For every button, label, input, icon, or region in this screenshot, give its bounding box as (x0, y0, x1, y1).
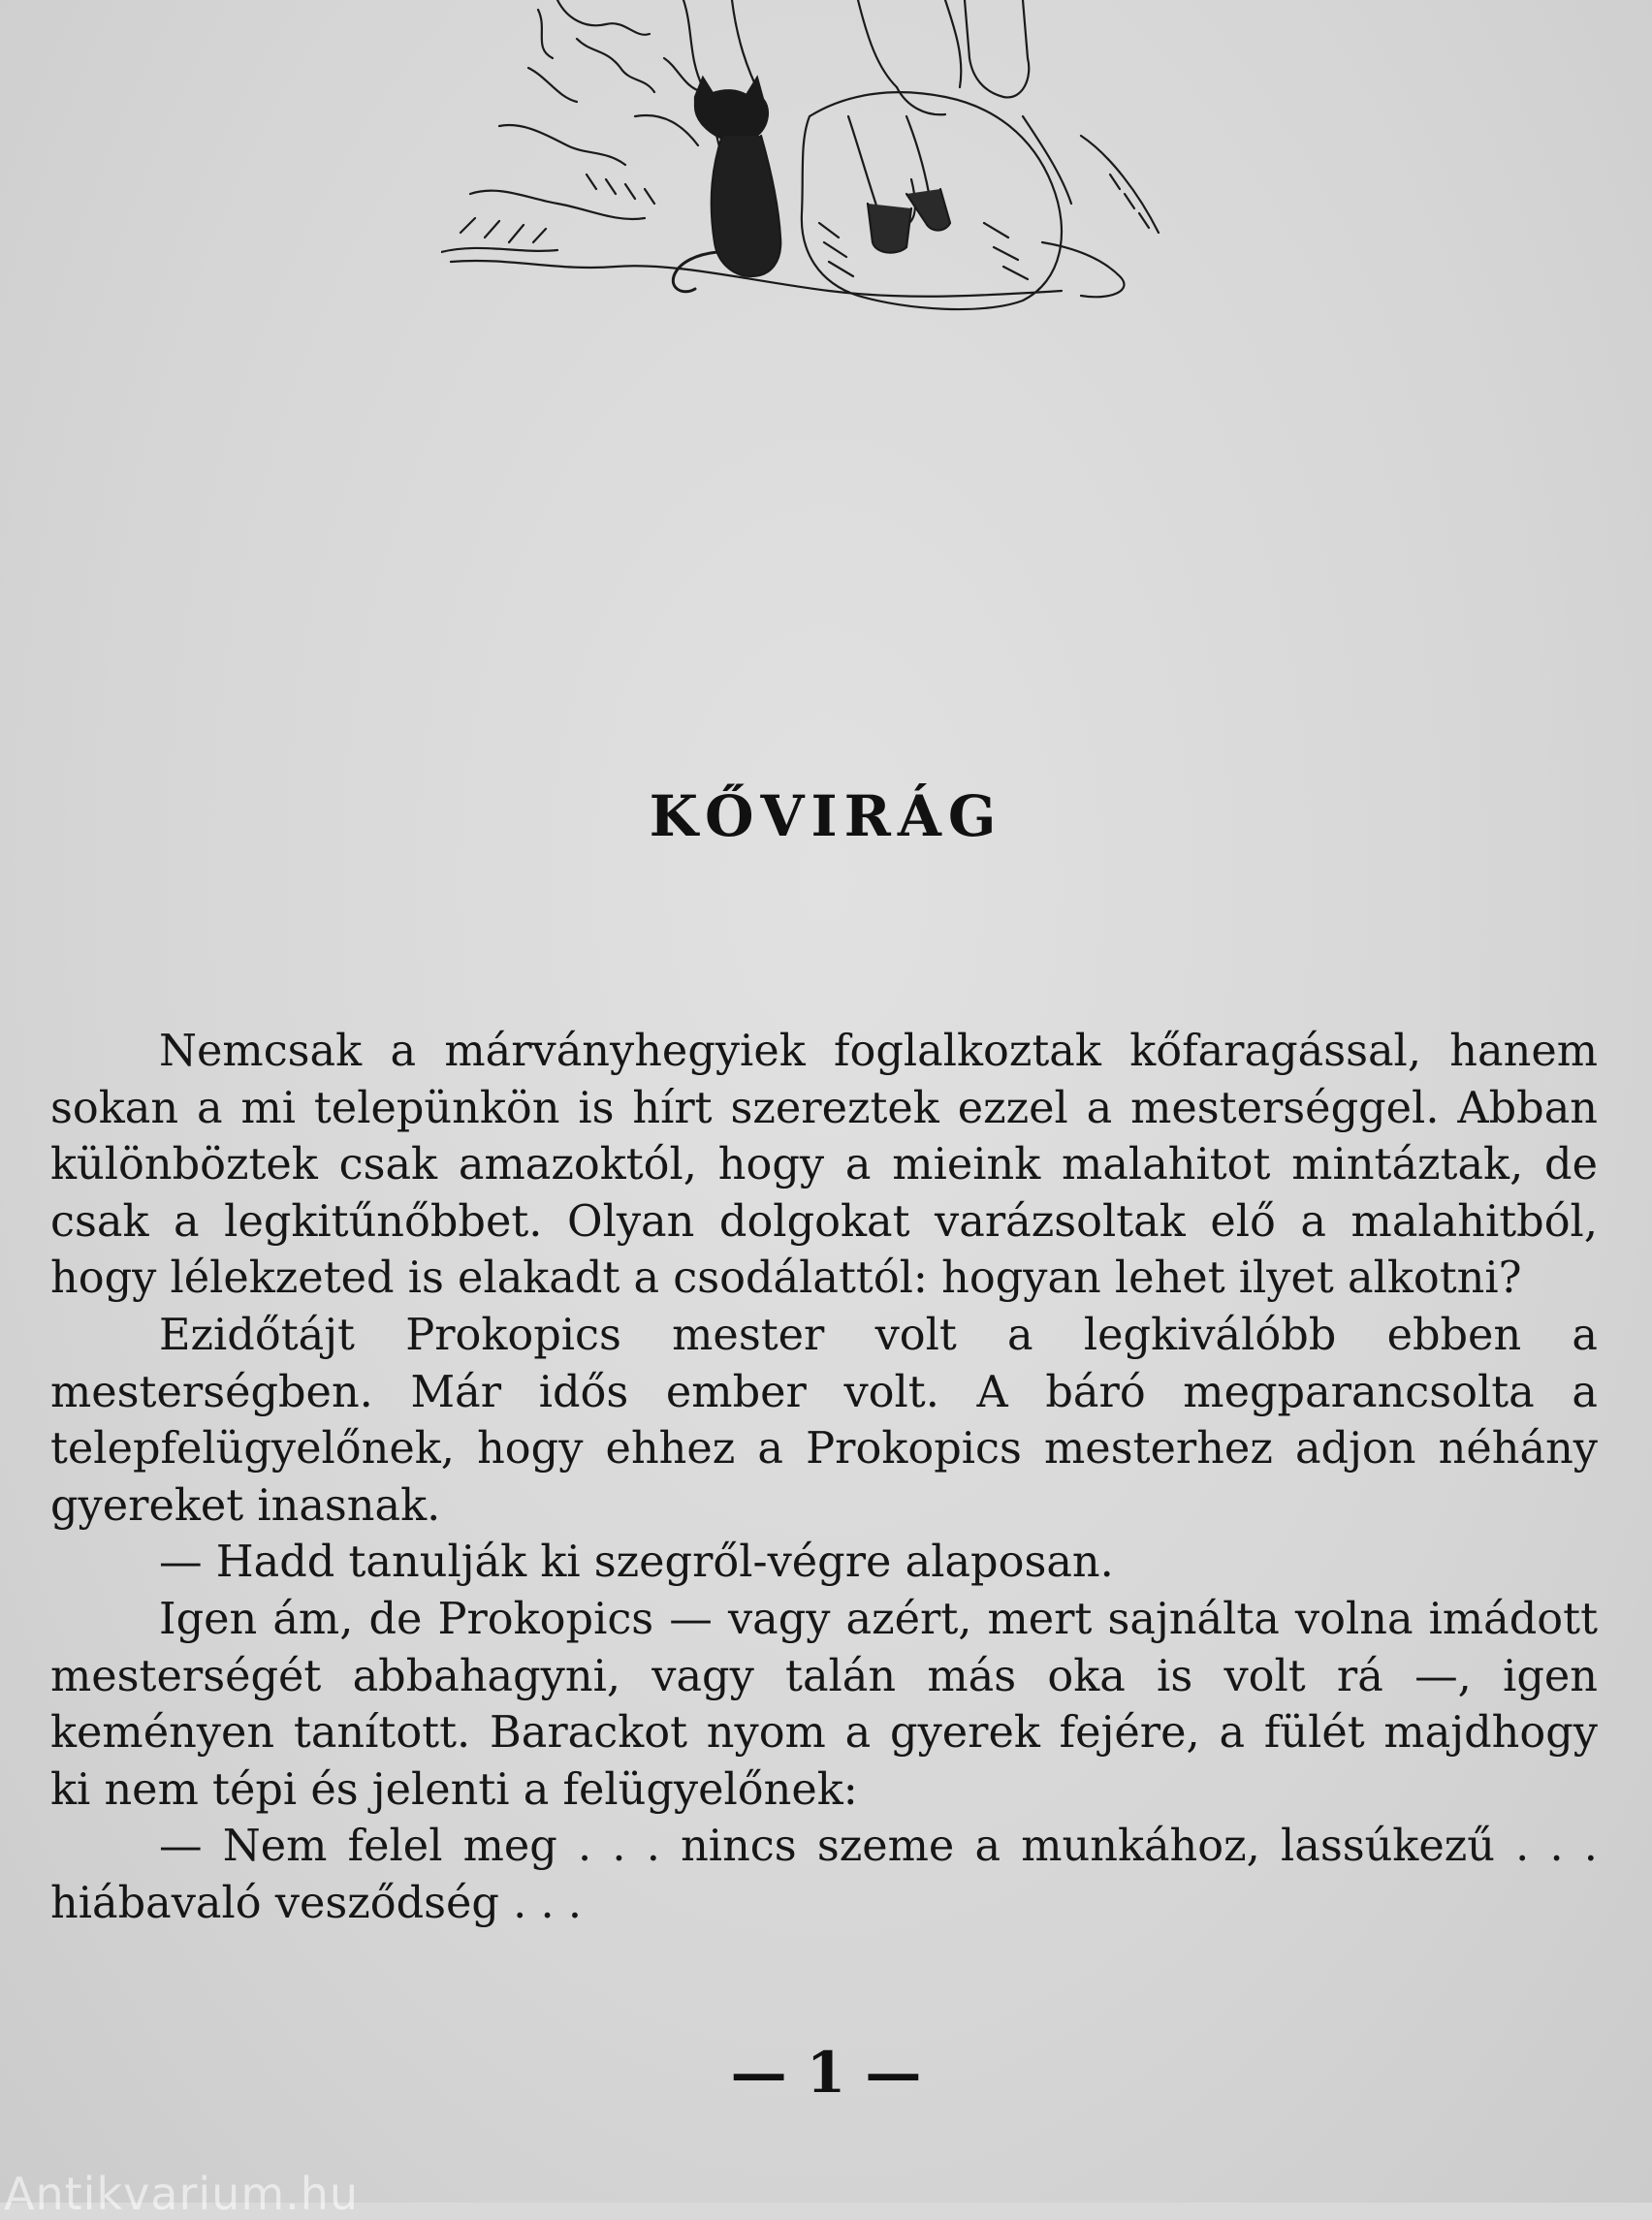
chapter-title: KŐVIRÁG (649, 783, 1003, 849)
paragraph-2: Ezidőtájt Prokopics mester volt a legkiválóbb ebben a mesterségben. Már idős ember volt. A báró megparancsolta a telepfelügyelőnek, hogy ehhez a Prokopics mesterhez adjon néhány gyereket inasnak. (50, 1309, 1598, 1531)
paragraph-3: — Hadd tanulják ki szegről-végre alaposan. (159, 1537, 1114, 1588)
watermark: Antikvarium.hu (4, 2168, 360, 2220)
paragraph-4: Igen ám, de Prokopics — vagy azért, mert sajnálta volna imádott mesterségét abbahagyni, vagy talán más oka is volt rá —, igen keményen tanított. Barackot nyom a gyerek fejére, a fülét majdhogy ki nem tépi és jelenti a felügyelőnek: (50, 1593, 1598, 1815)
paragraph-1: Nemcsak a márványhegyiek foglalkoztak kőfaragással, hanem sokan a mi telepünkön is hírt szereztek ezzel a mesterséggel. Abban különböztek csak amazoktól, hogy a mieink malahitot mintáztak, de csak a legkitűnőbbet. Olyan dolgokat varázsoltak elő a malahitból, hogy lélekzeted is elakadt a csodálattól: hogyan lehet ilyet alkotni? (50, 1026, 1598, 1304)
child-and-cat-illustration (441, 0, 1178, 320)
body-text (50, 1023, 1598, 1932)
paragraph-5: — Nem felel meg . . . nincs szeme a munkához, lassúkezű . . . hiábavaló vesződség . . . (50, 1821, 1598, 1928)
page-number: — 1 — (730, 2040, 922, 2106)
